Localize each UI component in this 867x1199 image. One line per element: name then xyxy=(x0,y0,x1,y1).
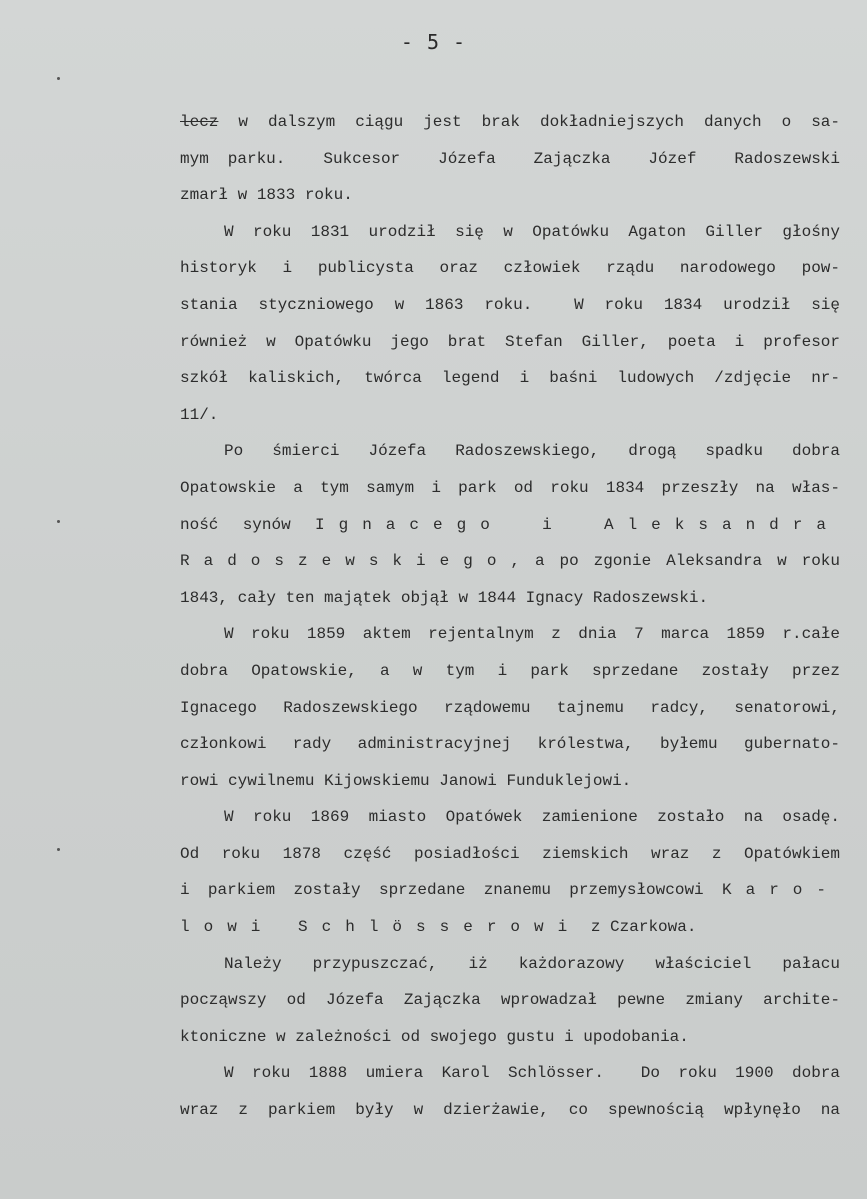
text-segment: w dalszym ciągu jest brak dokładniejszych danych o sa- xyxy=(218,113,840,131)
text-line xyxy=(180,1055,840,1092)
text-line xyxy=(180,836,840,873)
text-segment: , a po zgonie Aleksandra w roku xyxy=(510,552,840,571)
text-line xyxy=(180,726,840,763)
text-line xyxy=(180,763,840,800)
margin-mark xyxy=(57,848,60,851)
text-segment: mym parku. Sukcesor Józefa Zajączka Józef Radoszewski xyxy=(180,149,840,168)
text-line xyxy=(180,653,840,690)
text-segment: lecz xyxy=(180,113,219,131)
text-segment: również w Opatówku jego brat Stefan Giller, poeta i profesor xyxy=(180,332,840,351)
text-segment: W roku 1831 urodził się w Opatówku Agaton Giller głośny xyxy=(224,222,840,241)
text-segment: Ignacego i Aleksandra xyxy=(314,515,840,534)
text-segment: i parkiem zostały sprzedane znanemu przemysłowcowi xyxy=(180,881,722,900)
text-line xyxy=(180,616,840,653)
text-line xyxy=(180,946,840,983)
text-segment: począwszy od Józefa Zajączka wprowadzał pewne zmiany archite- xyxy=(180,991,840,1010)
text-segment: Ignacego Radoszewskiego rządowemu tajnemu radcy, senatorowi, xyxy=(180,698,840,717)
text-line xyxy=(180,141,840,178)
text-segment: ktoniczne w zależności od swojego gustu i upodobania. xyxy=(180,1027,689,1046)
page-number: - 5 - xyxy=(400,30,467,54)
text-line xyxy=(180,470,840,507)
text-line xyxy=(180,360,840,397)
text-segment: 11/. xyxy=(180,405,219,424)
text-segment: zmarł w 1833 roku. xyxy=(180,186,353,205)
text-line xyxy=(180,433,840,470)
margin-mark xyxy=(57,520,60,523)
text-line xyxy=(180,982,840,1019)
text-segment: ność synów xyxy=(180,515,315,534)
text-line xyxy=(180,872,840,909)
text-segment: szkół kaliskich, twórca legend i baśni ludowych /zdjęcie nr- xyxy=(180,369,840,388)
text-line xyxy=(180,507,840,544)
text-segment: lowi Schlösserowi xyxy=(180,918,582,937)
body-text xyxy=(180,104,840,1129)
text-segment: wraz z parkiem były w dzierżawie, co spewnością wpłynęło na xyxy=(180,1101,840,1120)
text-line xyxy=(180,580,840,617)
text-line xyxy=(180,690,840,727)
text-segment: Radoszewskiego xyxy=(180,552,511,571)
text-line xyxy=(180,287,840,324)
text-line xyxy=(180,397,840,434)
text-segment: W roku 1869 miasto Opatówek zamienione zostało na osadę. xyxy=(224,808,840,827)
text-segment: Karo- xyxy=(721,881,840,900)
text-segment: W roku 1859 aktem rejentalnym z dnia 7 marca 1859 r.całe xyxy=(224,625,840,644)
margin-mark xyxy=(57,77,60,80)
text-segment: członkowi rady administracyjnej królestwa, byłemu gubernato- xyxy=(180,735,840,754)
text-line xyxy=(180,909,840,946)
text-line xyxy=(180,104,840,141)
text-segment: 1843, cały ten majątek objął w 1844 Ignacy Radoszewski. xyxy=(180,588,709,607)
text-segment: Opatowskie a tym samym i park od roku 1834 przeszły na włas- xyxy=(180,478,840,497)
text-line xyxy=(180,1092,840,1129)
text-segment: stania styczniowego w 1863 roku. W roku 1834 urodził się xyxy=(180,295,840,314)
text-line xyxy=(180,543,840,580)
text-segment: Od roku 1878 część posiadłości ziemskich wraz z Opatówkiem xyxy=(180,844,840,863)
text-segment: rowi cywilnemu Kijowskiemu Janowi Funduklejowi. xyxy=(180,771,632,790)
text-segment: dobra Opatowskie, a w tym i park sprzedane zostały przez xyxy=(180,661,840,680)
text-segment: W roku 1888 umiera Karol Schlösser. Do roku 1900 dobra xyxy=(224,1064,840,1083)
text-line xyxy=(180,177,840,214)
text-line xyxy=(180,1019,840,1056)
text-segment: Po śmierci Józefa Radoszewskiego, drogą spadku dobra xyxy=(224,442,840,461)
text-segment: Należy przypuszczać, iż każdorazowy właściciel pałacu xyxy=(224,954,840,973)
text-line xyxy=(180,324,840,361)
text-segment: historyk i publicysta oraz człowiek rządu narodowego pow- xyxy=(180,259,840,278)
text-line xyxy=(180,799,840,836)
text-segment: z Czarkowa. xyxy=(581,918,697,937)
text-line xyxy=(180,214,840,251)
text-line xyxy=(180,250,840,287)
